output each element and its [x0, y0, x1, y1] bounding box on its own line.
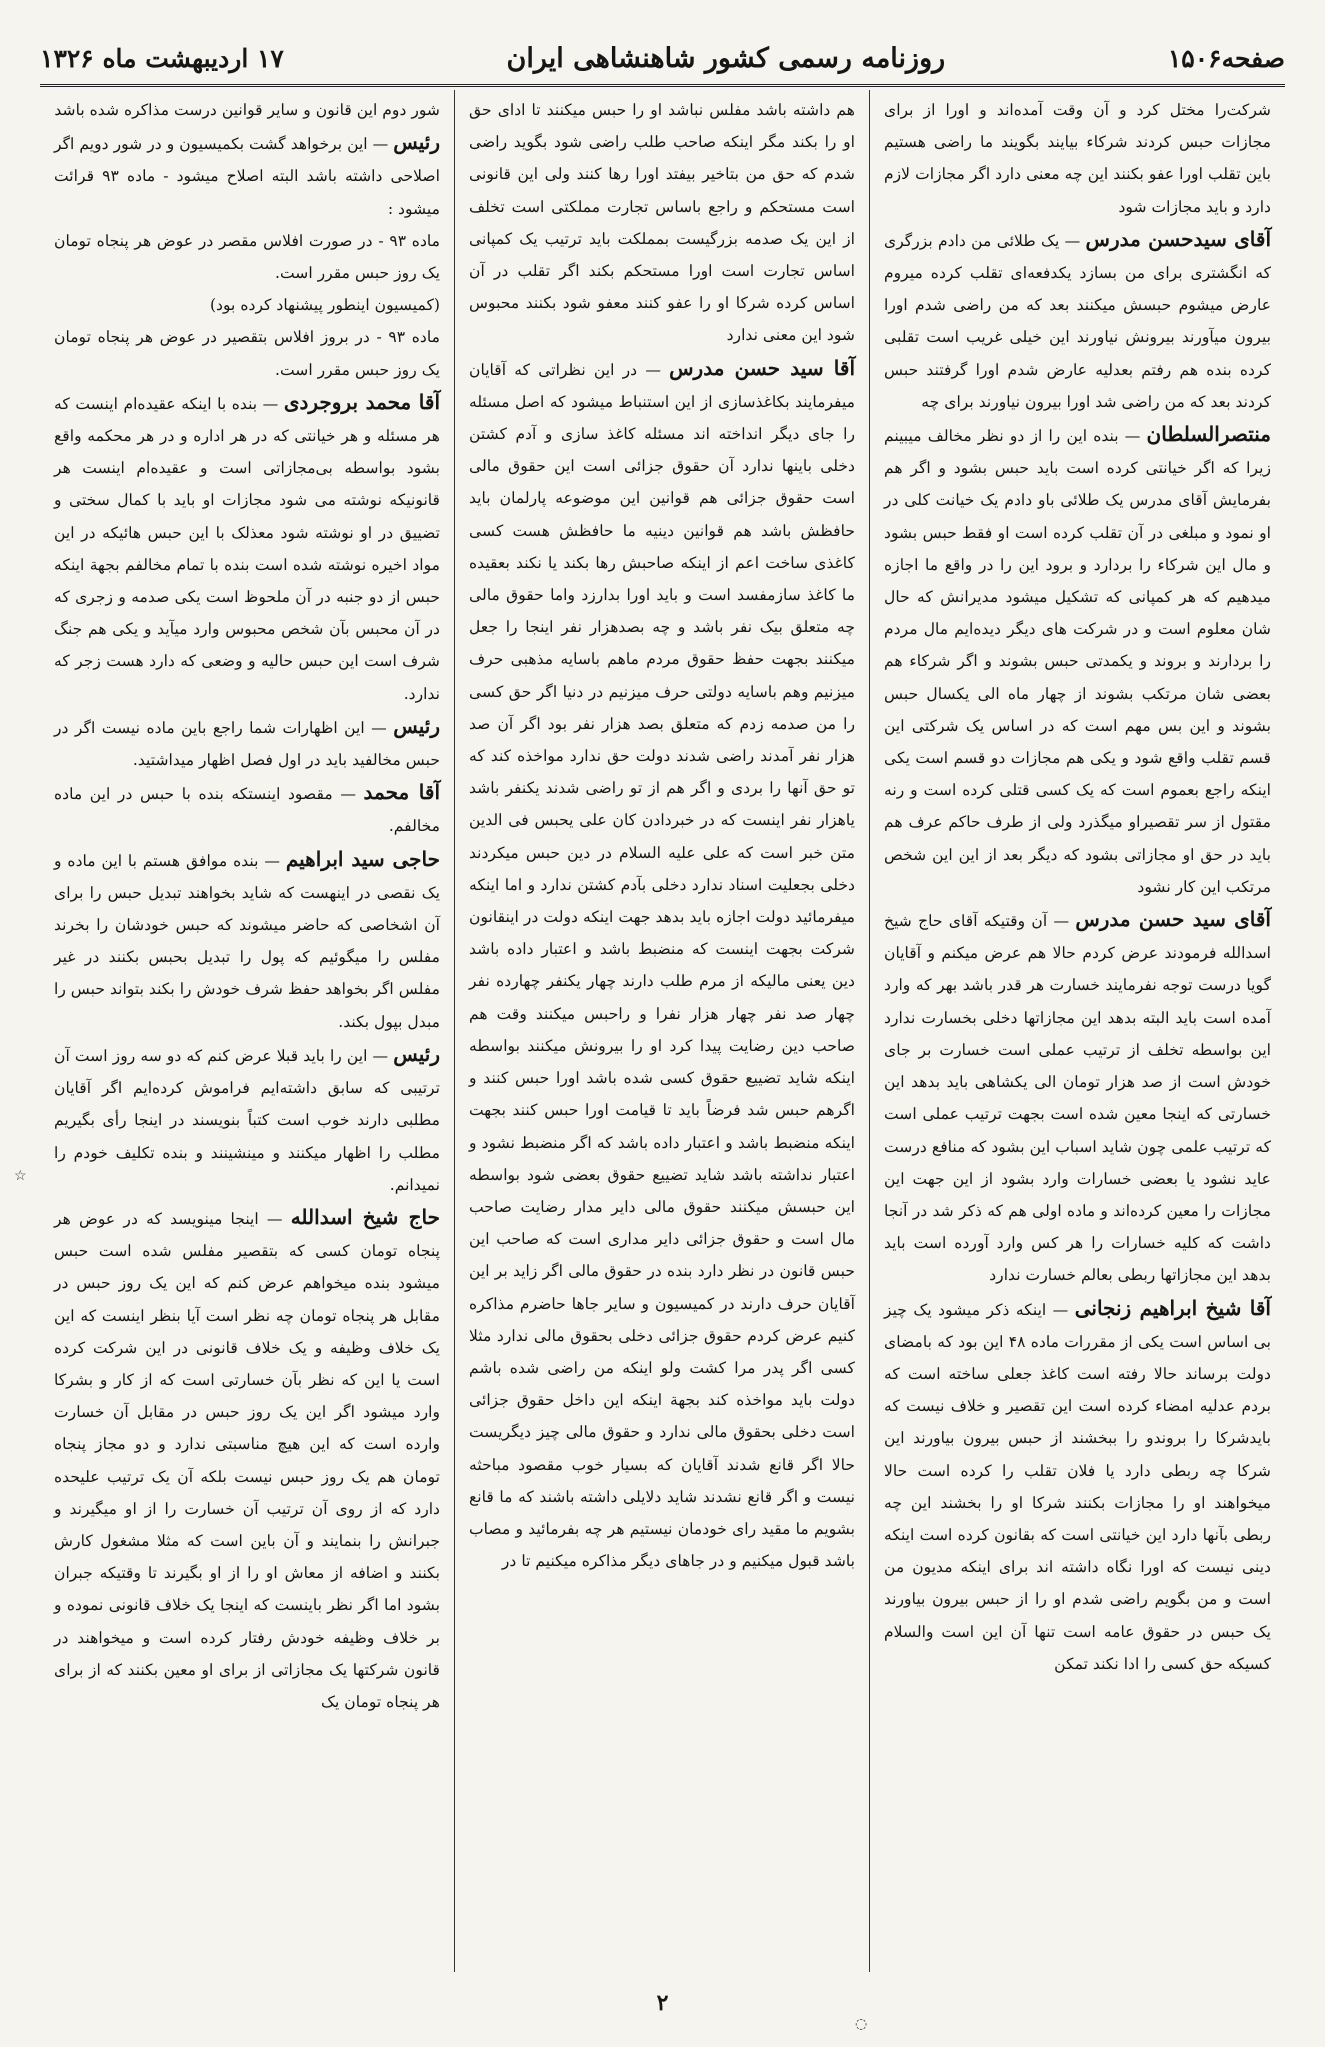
speaker-dash: — — [1047, 912, 1076, 931]
body-paragraph: ماده ۹۳ - در بروز افلاس بتقصیر در عوض هر پنجاه تومان یک روز حبس مقرر است. — [54, 328, 440, 379]
speaker-dash: — — [257, 394, 284, 413]
speaker-dash: — — [258, 851, 286, 870]
column-middle — [455, 90, 870, 1972]
body-paragraph: (کمیسیون اینطور پیشنهاد کرده بود) — [209, 296, 440, 315]
body-paragraph: شرکت‌را مختل کرد و آن وقت آمده‌اند و اورا از برای مجازات حبس کردند شرکاء بیایند بگویند ما راضی هستیم باین تقلب اورا عفو بکنند این چه معنی دارد اگر مجازات لازم دارد و باید مجازات شود — [884, 101, 1271, 216]
speaker-name: آقا شیخ ابراهیم زنجانی — [1074, 1295, 1271, 1320]
speech-paragraph — [884, 418, 1271, 903]
speech-text: یک طلائی من دادم بزرگری که انگشتری برای من بسازد یکدفعه‌ای تقلب کرده میروم عارض میشوم حبسش میکنند بعد که من راضی شدم اورا بیرون میآورند بیرونش نیاورند این خیلی غریب است تقلبی کرده بنده هم رفتم بعدلیه عارض شدم اورا گرفتند حبس کردند بعد که من راضی شد اورا بیرون نیاورند برای چه — [884, 231, 1271, 411]
speech-text: بنده با اینکه عقیده‌ام اینست که هر مسئله و هر خیانتی که در هر اداره و در هر محکمه واقع بشود بواسطه بی‌مجازاتی است و عقیده‌ام اینست هر قانونیکه نوشته می شود مجازات او باید با کمال سختی و تضییق در او نوشته شود معذلک با این حبس هائیکه در این مواد اخیره نوشته شده است بنده با تمام مخالفم بجهة اینکه حبس از دو جنبه در آن ملحوظ است یکی صدمه و زجری که در آن محبس بآن شخص محبوس وارد میآید و یکی هم جنگ شرف است این حبس حالیه و وضعی که دارد هست زجر که ندارد. — [54, 394, 440, 703]
body-paragraph: شور دوم این قانون و سایر قوانین درست مذاکره شده باشد — [54, 101, 440, 119]
page-footer-number: ۲ — [656, 1990, 669, 2016]
speech-text: در این نظراتی که آقایان میفرمایند بکاغذسازی از این استنباط میشود که اصل مسئله را جای دیگر انداخته اند مسئله کاغذ سازی و آدم کشتن دخلی باینها ندارد آن حقوق جزائی است این حقوق مالی است حقوق جزائی هم قوانین این موضوعه پارلمان باید حافظش باشد هم قوانین دینیه ما حافظش هست کسی کاغذی ساخت اعم از اینکه صاحبش رها بکند یا نکند بعقیده ما کاغذ سازمفسد است و باید اورا بدارزد واما حقوق مالی چه متعلق بیک نفر باشد و چه بصدهزار نفر اینجا را جعل میکنند بجهت حفظ حقوق مردم ماهم باسایه مذهبی حرف میزنیم وهم باسایه دولتی حرف میزنیم در دنیا اگر حق کسی را من صدمه زدم که متعلق بصد هزار نفر بود اگر آن صد هزار نفر آمدند راضی شدند دولت حق ندارد مواخذه کند که تو حق آنها را بردی و اگر هم از تو راضی شدند یکنفر باشد یاهزار نفر اینست که در خبردادن کان علی یحبس فی الدین متن خبر است که علی علیه السلام در دین حبس میکردند دخلی بجعلیت اسناد ندارد دخلی بآدم کشتن ندارد و اما اینکه میفرمائید دولت اجازه باید بدهد جهت اینکه دولت در اینقانون شرکت بجهت اینست که منضبط باشد و اعتبار داده باشد دین یعنی مالیکه از مرم طلب دارند چهار یکنفر چهارده نفر چهار صد نفر چهار هزار نفرا و راحبس میکنند وقت هم صاحب دین رضایت پیدا کرد او را بیرونش میکنند بواسطه اینکه شاید تضییع حقوق کسی شده باشد اورا حبس کنند و اگرهم حبس شد فرضاً باید تا قیامت اورا حبس کنند بجهت اینکه منضبط باشد و اعتبار داده باشد که اگر منضبط نشود و اعتبار نداشته باشد شاید تضییع حقوق بعضی شود بواسطه این حبسش میکنند حقوق مالی دایر مدار رضایت صاحب مال است و حقوق جزائی دایر مداری است که صاحب این حبس قانون در نظر دارد بنده در حقوق مالی اگر زاید بر این آقایان حرف دارند در کمیسیون و سایر جاها حاضرم مذاکره کنیم عرض کردم حقوق جزائی دخلی بحقوق مالی ندارد مثلا کسی اگر پدر مرا کشت ولو اینکه من راضی شده باشم دولت باید مواخذه کند بجهة اینکه این داخل حقوق جزائی است دخلی بحقوق مالی ندارد و حقوق مالی چیز دیگریست حالا اگر قانع شدند آقایان که بسیار خوب مقصود مباحثه نیست و اگر قانع نشدند شاید دلایلی داشته باشند که ما قانع بشویم ما مقید رای خودمان نیستیم هر چه بفرمائید و مصاب باشد قبول میکنیم و در جاهای دیگر مذاکره میکنیم تا در — [469, 360, 855, 1571]
speaker-name: آقا محمد بروجردی — [283, 389, 441, 414]
speech-text: بنده موافق هستم با این ماده و یک نقصی در اینهست که شاید بخواهند تبدیل حبس را برای آن اشخاصی که حاضر میشوند که حبس خودشان را بخرند مفلس را میگوئیم که پول را تبدیل بحبس بکنند در غیر مفلس اگر بخواهد حفظ شرف خودش را بکند بتواند حبس را مبدل بپول بکند. — [53, 851, 440, 1031]
speaker-name: رئیس — [393, 1041, 440, 1066]
speaker-name: آقا سید حسن مدرس — [669, 355, 855, 380]
speaker-name: رئیس — [393, 130, 440, 155]
speech-paragraph — [54, 776, 440, 842]
margin-mark-bottom: ◌ — [855, 2016, 868, 2032]
speech-text: بنده این را از دو نظر مخالف میبینم زیرا که اگر خیانتی کرده است باید حبس بشود و اگر هم بفرمایش آقای مدرس یک طلائی باو دادم یک خیانت کلی در او نمود و مبلغی در آن تقلب کرده است او فقط حبس بشود و مال این شرکاء را بردارد و برود این را در واقع ما اجازه میدهیم که هر کمپانی که تشکیل میشود مدیرانش که حال شان معلوم است و در شرکت های دیگر دیده‌ایم مال مردم را بردارند و بروند و یکمدتی حبس بشوند و اگر شرکاء هم بعضی شان مرتکب بشوند از چهار ماه الی یکسال حبس بشوند و این بس مهم است که در اساس یک شرکتی این قسم تقلب واقع شود و یکی هم مجازات دو قسم است یکی اینکه راجع بعموم است که یک کسی قتلی کرده است و رنه مقتول از سر تقصیراو میگذرد ولی از طرف حاکم عرف هم باید در حق او مجازاتی بشود که دیگر بعد از این این شخص مرتکب این کار نشود — [884, 427, 1271, 896]
body-paragraph: هم داشته باشد مفلس نباشد او را حبس میکنند تا ادای حق او را بکند مگر اینکه صاحب طلب راضی شود بگوید راضی شدم که حق من بتاخیر بیفتد اورا رها کنند ولی این قانونی است مستحکم و راجع باساس تجارت مملکتی است تخلف از این یک صدمه بزرگیست بمملکت باید ترتیب یک کمپانی اساس تجارت است اورا مستحکم بکند اگر تقلب در آن اساس کرده شرکا او را عفو کنند معفو شود بکنند محبوس شود این معنی ندارد — [469, 101, 855, 345]
speaker-dash: — — [637, 360, 670, 379]
speech-paragraph — [54, 126, 440, 225]
speaker-name: حاجی سید ابراهیم — [285, 846, 440, 871]
speech-text: این اظهارات شما راجع باین ماده نیست اگر در حبس مخالفید باید در اول فصل اظهار میداشتید. — [54, 718, 440, 770]
speech-text: این را باید قبلا عرض کنم که دو سه روز است آن ترتیبی که سابق داشته‌ایم فراموش کرده‌ایم اگر آقایان مطلبی دارند خوب است کتباً بنویسند در اینجا رأی بگیریم مطلب را اظهار میکنند و مینشینند و بنده تکلیف خودم را نمیدانم. — [54, 1046, 440, 1194]
page-header — [40, 32, 1285, 87]
speaker-name: حاج شیخ اسدالله — [290, 1204, 440, 1229]
speech-paragraph — [469, 352, 855, 1578]
margin-mark-left: ☆ — [14, 1168, 27, 1184]
speech-paragraph — [884, 1292, 1271, 1680]
text-columns — [40, 90, 1285, 1972]
speech-paragraph — [54, 710, 440, 776]
speaker-dash: — — [258, 1209, 291, 1228]
speaker-name: منتصرالسلطان — [1146, 422, 1271, 447]
speech-paragraph — [54, 1201, 440, 1718]
speaker-name: آقای سید حسن مدرس — [1075, 907, 1271, 932]
speech-text: مقصود اینستکه بنده با حبس در این ماده مخالفم. — [54, 785, 440, 836]
speaker-dash: — — [364, 718, 394, 737]
speech-paragraph — [884, 903, 1271, 1291]
speaker-dash: — — [1118, 427, 1147, 446]
column-left — [40, 90, 455, 1972]
column-right — [870, 90, 1285, 1972]
speaker-name: رئیس — [393, 713, 440, 738]
speech-text: اینجا مینویسد که در عوض هر پنجاه تومان کسی که بتقصیر مفلس شده است حبس میشود بنده میخواهم عرض کنم که این یک روز حبس در مقابل هر پنجاه تومان چه نظر است آیا بنظر اینست که این یک خلاف وظیفه و یک خلاف قانونی در این شرکت کرده است یا این که نظر بآن خسارتی است که از کار و بشرکا وارد میشود اگر این یک روز حبس در مقابل آن خسارت وارده است که این هیچ مناسبتی ندارد و دو مجاز پنجاه تومان هم یک روز حبس نیست بلکه آن یک ترتیب علیحده دارد که از روی آن ترتیب آن خسارت را از او میگیرند و جبرانش را بنمایند و آن باین است که مثلا مشغول کارش بکنند و اضافه از معاش او را از او بگیرند تا وقتیکه جبران بشود اما اگر نظر باینست که اینجا یک خلاف قانونی نموده و بر خلاف وظیفه خودش رفتار کرده است و میخواهند در قانون شرکتها یک مجازاتی از برای او معین بکنند که از برای هر پنجاه تومان یک — [54, 1209, 441, 1711]
speaker-dash: — — [367, 1046, 394, 1065]
header-page-number: صفحه۱۵۰۶ — [1167, 43, 1285, 73]
speech-text: اینکه ذکر میشود یک چیز بی اساس است یکی از مقررات ماده ۴۸ این بود که بامضای دولت برساند حالا رفته است کاغذ جعلی ساخته است که بردم عدلیه امضاء کرده است این تقصیر و خلاف نیست که بایدشرکا را بروندو را ببخشند از حبس بیرون بیاورند این شرکا چه ربطی دارد یا فلان تقلب را کرده است حالا میخواهند او را مجازات بکنند شرکا او را بخشند این چه ربطی بآنها دارد این خیانتی است که بقانون کرده است اینکه دینی نیست که اورا نگاه داشته اند برای اینکه مدیون من است و من بگویم راضی شدم او را از حبس بیرون بیاورند یک حبس در حقوق عامه است تنها آن این است والسلام کسیکه حق کسی را ادا نکند تمکن — [884, 1300, 1271, 1673]
issue-date: ۱۷ اردیبهشت ماه ۱۳۲۶ — [40, 43, 284, 73]
speaker-dash: — — [1059, 231, 1086, 250]
speaker-dash: — — [332, 785, 364, 804]
speech-text: این برخواهد گشت بکمیسیون و در شور دویم اگر اصلاحی داشته باشد البته اصلاح میشود - ماده ۹۳ قرائت میشود : — [54, 135, 440, 218]
speech-paragraph — [54, 1038, 440, 1201]
newspaper-title: روزنامه رسمی کشور شاهنشاهی ایران — [506, 42, 946, 74]
speaker-name: آقا محمد — [363, 780, 440, 805]
speaker-dash: — — [1046, 1300, 1075, 1319]
speech-paragraph — [54, 843, 440, 1038]
speech-text: آن وقتیکه آقای حاج شیخ اسدالله فرمودند عرض کردم حالا هم عرض میکنم و آقایان گویا درست توجه نفرمایند خسارت هر قدر باشد بهر که وارد آمده است باید البته بدهد این مجازاتها دخلی بخسارت ندارد این بواسطه تخلف از ترتیب عملی است خسارت بر جای خودش است از صد هزار تومان الی یکشاهی باید بدهد این خسارتی که اینجا معین شده است بجهت ترتیب عملی است که ترتیب علمی چون شاید اسباب این بشود که منافع درست عاید نشود یا بعضی خسارات وارد بشود از این جهت این مجازات را معین کرده‌اند و ماده اولی هم که ذکر شد در آنجا داشت که کلیه خسارات را هر کس وارد آورده است باید بدهد این مجازاتها ربطی بعالم خسارت ندارد — [884, 912, 1271, 1285]
speech-paragraph — [54, 386, 440, 710]
speaker-name: آقای سیدحسن مدرس — [1085, 226, 1272, 251]
speaker-dash: — — [367, 135, 394, 154]
body-paragraph: ماده ۹۳ - در صورت افلاس مقصر در عوض هر پنجاه تومان یک روز حبس مقرر است. — [54, 231, 441, 283]
speech-paragraph — [884, 223, 1271, 418]
